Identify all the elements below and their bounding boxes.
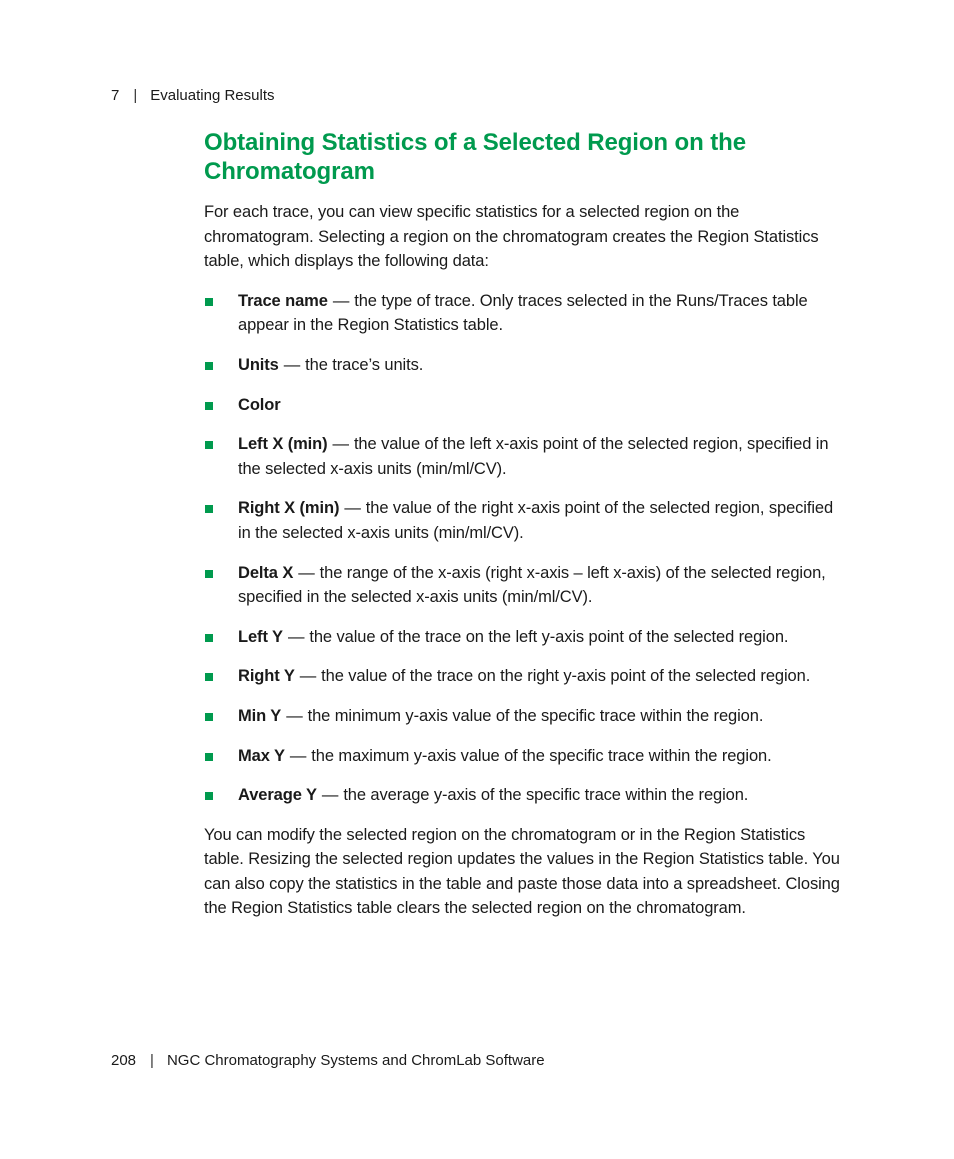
item-description: the average y-axis of the specific trace within the region. bbox=[343, 786, 749, 805]
header-separator: | bbox=[133, 87, 138, 104]
em-dash: — bbox=[332, 291, 350, 310]
square-bullet-icon bbox=[205, 362, 213, 370]
item-description: the value of the trace on the right y-axis point of the selected region. bbox=[321, 667, 811, 686]
item-term: Left Y bbox=[238, 627, 283, 646]
em-dash: — bbox=[286, 706, 303, 725]
item-term: Average Y bbox=[238, 786, 317, 805]
em-dash: — bbox=[287, 627, 305, 646]
list-item bbox=[204, 353, 844, 378]
list-item bbox=[204, 625, 844, 650]
em-dash: — bbox=[299, 667, 317, 686]
book-title: NGC Chromatography Systems and ChromLab Software bbox=[166, 1052, 545, 1069]
item-description: the trace’s units. bbox=[305, 355, 424, 374]
item-term: Color bbox=[238, 395, 281, 414]
item-description: the value of the left x-axis point of the selected region, specified in the selected x-axis units (min/ml/CV). bbox=[238, 435, 829, 478]
square-bullet-icon bbox=[205, 570, 213, 578]
item-description: the minimum y-axis value of the specific trace within the region. bbox=[307, 706, 764, 725]
square-bullet-icon bbox=[205, 505, 213, 513]
closing-paragraph: You can modify the selected region on the chromatogram or in the Region Statistics table. Resizing the selected region updates the values in the Region Statistics table. You can also copy the statistics in the table and paste those data into a spreadsheet. Closing the Region Statistics table clears the selected region on the chromatogram. bbox=[204, 825, 840, 918]
list-item bbox=[204, 496, 844, 545]
square-bullet-icon bbox=[205, 713, 213, 721]
item-term: Units bbox=[238, 355, 279, 374]
list-item bbox=[204, 664, 844, 689]
list-item bbox=[204, 704, 844, 729]
em-dash: — bbox=[289, 746, 307, 765]
item-term: Delta X bbox=[238, 563, 294, 582]
statistics-list bbox=[204, 289, 844, 808]
em-dash: — bbox=[332, 435, 349, 454]
item-term: Trace name bbox=[238, 291, 328, 310]
item-description: the type of trace. Only traces selected in the Runs/Traces table appear in the Region Statistics table. bbox=[238, 291, 808, 335]
em-dash: — bbox=[344, 499, 361, 518]
square-bullet-icon bbox=[205, 673, 213, 681]
section-title: Obtaining Statistics of a Selected Region on the Chromatogram bbox=[204, 129, 746, 185]
em-dash: — bbox=[298, 563, 315, 582]
main-content bbox=[204, 128, 844, 921]
list-item bbox=[204, 783, 844, 808]
square-bullet-icon bbox=[205, 634, 213, 642]
item-term: Right X (min) bbox=[238, 499, 340, 518]
item-term: Left X (min) bbox=[238, 435, 328, 454]
item-term: Right Y bbox=[238, 667, 295, 686]
chapter-number: 7 bbox=[111, 87, 120, 104]
intro-paragraph: For each trace, you can view specific statistics for a selected region on the chromatogram. Selecting a region on the chromatogram creates the Region Statistics table, which displays the following data: bbox=[204, 203, 819, 271]
item-description: the range of the x-axis (right x-axis – left x-axis) of the selected region, specified in the selected x-axis units (min/ml/CV). bbox=[238, 563, 826, 607]
chapter-title: Evaluating Results bbox=[150, 87, 275, 104]
item-description: the value of the trace on the left y-axis point of the selected region. bbox=[309, 627, 789, 646]
item-term: Min Y bbox=[238, 706, 282, 725]
square-bullet-icon bbox=[205, 753, 213, 761]
square-bullet-icon bbox=[205, 402, 213, 410]
em-dash: — bbox=[321, 786, 339, 805]
list-item bbox=[204, 289, 844, 338]
item-term: Max Y bbox=[238, 746, 285, 765]
em-dash: — bbox=[283, 355, 301, 374]
page-number: 208 bbox=[111, 1052, 137, 1069]
footer-separator: | bbox=[150, 1052, 154, 1069]
square-bullet-icon bbox=[205, 792, 213, 800]
list-item bbox=[204, 744, 844, 769]
item-description: the value of the right x-axis point of the selected region, specified in the selected x-axis units (min/ml/CV). bbox=[238, 499, 834, 542]
item-description: the maximum y-axis value of the specific trace within the region. bbox=[311, 746, 772, 765]
square-bullet-icon bbox=[205, 298, 213, 306]
running-header bbox=[111, 86, 274, 106]
running-footer bbox=[111, 1051, 545, 1071]
list-item bbox=[204, 393, 844, 418]
list-item bbox=[204, 432, 844, 481]
list-item bbox=[204, 561, 844, 610]
square-bullet-icon bbox=[205, 441, 213, 449]
